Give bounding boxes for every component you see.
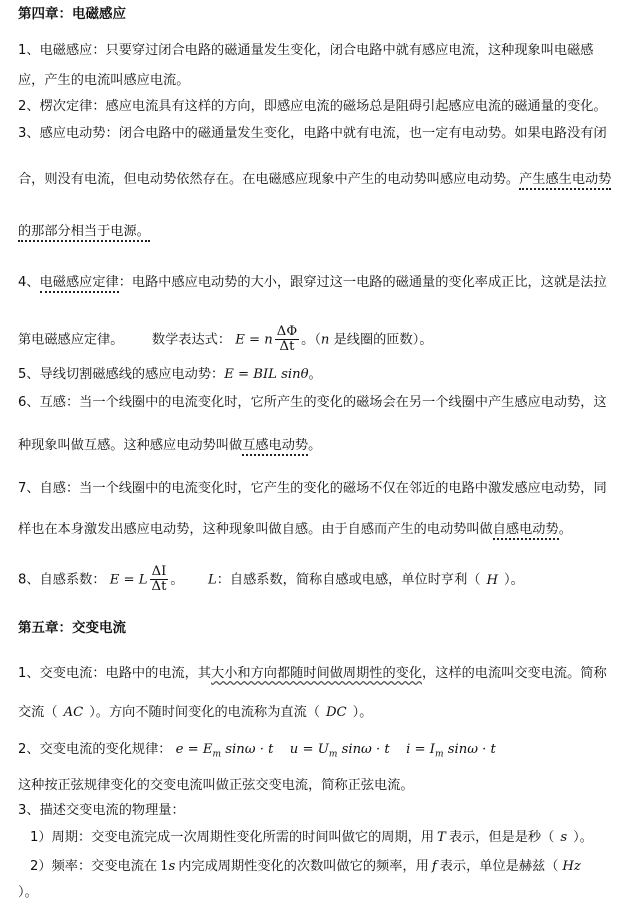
ch5-e-sub: m [212,749,222,760]
ch4-item-8 [18,565,630,596]
ch4-n-description: 是线圈的匝数）。 [329,332,433,348]
ch4-n-symbol: n [320,332,330,348]
ch4-item-8-desc: ：自感系数，简称自感或电感，单位时亨利（ [216,572,481,588]
ch5-frequency-unit: Hz [562,859,581,874]
ch4-item-6-line-1: 6、互感：当一个线圈中的电流变化时，它所产生的变化的磁场会在另一个线圈中产生感应电动势，这 [18,395,607,410]
ch5-period-text-c: ）。 [573,830,593,845]
ch5-item-3-2-end: ）。 [18,885,38,900]
ch5-u-formula [289,742,390,760]
ch5-item-1-text-f: ）。 [352,705,373,720]
ch4-item-6-end: 。 [308,438,322,453]
ch4-formula-fraction [275,325,299,354]
chapter-5-title: 第五章：交变电流 [18,620,126,636]
ch4-formula-after: 。（ [301,332,321,348]
ch4-item-6-term: 互感电动势 [242,438,308,456]
ch5-frequency-symbol: f [431,859,437,874]
ch5-period-text-b: 表示，但是是秒（ [448,830,555,845]
ch4-item-5-formula: E = BIL sinθ [224,367,309,382]
ch5-period-text-a: 1）周期：交变电流完成一次周期性变化所需的时间叫做它的周期，用 [30,830,435,845]
ch5-frequency-one: 1 [160,859,169,874]
ch4-item-4-prefix: 4、 [18,275,40,290]
ch4-item-3-text: 合，则没有电流，但电动势依然存在。在电磁感应现象中产生的电动势叫感应电动势。 [18,172,520,187]
ch4-item-1-line-2: 应，产生的电流叫感应电流。 [18,73,190,88]
ch4-item-8-denominator: Δt [151,579,167,594]
ch4-item-7-term: 自感电动势 [493,522,559,540]
ch5-frequency-text-b: 内完成周期性变化的次数叫做它的频率，用 [178,859,429,874]
ch4-item-5-text: 5、导线切割磁感线的感应电动势： [18,367,225,382]
ch5-item-1-text-a: 1、交变电流：电路中的电流，其 [18,666,212,681]
ch5-e-lhs: e = E [175,742,213,757]
ch4-item-4-text: ：电路中感应电动势的大小，跟穿过这一电路的磁通量的变化率成正比，这就是法拉 [118,275,607,290]
ch4-item-7-line-2 [18,520,630,540]
ch4-item-8-L-symbol: L [207,572,217,588]
ch5-frequency-s: s [168,859,176,874]
ch4-item-3-line-1: 3、感应电动势：闭合电路中的磁通量发生变化，电路中就有电流，也一定有电动势。如果电路没有闭 [18,126,607,141]
ch5-item-1-text-d: 交流（ [18,705,58,720]
ch5-i-rest: sinω · t [443,742,496,757]
ch4-item-3-line-2 [18,170,630,190]
ch5-item-1-text-e: ）。方向不随时间变化的电流称为直流（ [89,705,320,720]
ch4-item-5 [18,365,630,385]
ch4-item-4-continued: 第电磁感应定律。 [18,332,124,348]
ch4-item-7-line-1: 7、自感：当一个线圈中的电流变化时，它产生的变化的磁场不仅在邻近的电路中激发感应电动势，同 [18,481,607,496]
ch5-i-formula [406,742,496,760]
ch4-item-4-term: 电磁感应定律 [40,275,119,293]
ch5-item-1-text-c: ，这样的电流叫交变电流。简称 [422,666,607,681]
ch5-item-1-emphasis: 大小和方向都随时间做周期性的变化 [211,666,423,681]
ch4-item-4-line-1 [18,273,630,293]
ch5-dc-symbol: DC [325,705,347,720]
ch4-formula-label: 数学表达式： [151,332,232,348]
ch4-item-6-line-2 [18,436,630,456]
ch4-item-8-numerator: ΔI [151,564,167,579]
ch5-u-rest: sinω · t [337,742,390,757]
ch5-item-2 [18,740,630,765]
chapter-4-title: 第四章：电磁感应 [18,6,126,22]
ch5-item-3-1 [30,828,630,848]
ch4-item-3-emphasis-end: 的那部分相当于电源。 [18,224,150,242]
ch5-i-lhs: i = I [406,742,435,757]
ch4-item-8-lhs: E = L [109,572,148,588]
ch4-item-5-end: 。 [308,367,322,382]
ch5-frequency-text-c: 表示，单位是赫兹（ [439,859,559,874]
ch5-e-rest: sinω · t [221,742,274,757]
ch4-item-1-line-1: 1、电磁感应：只要穿过闭合电路的磁通量发生变化，闭合电路中就有感应电流，这种现象叫电磁感 [18,43,594,58]
ch4-item-7-text: 样也在本身激发出感应电动势，这种现象叫做自感。由于自感而产生的电动势叫做 [18,522,493,537]
ch5-period-unit: s [560,830,568,845]
ch5-frequency-text-a: 2）频率：交变电流在 [30,859,158,874]
ch4-item-7-end: 。 [558,522,572,537]
ch5-ac-symbol: AC [63,705,84,720]
ch4-item-8-end: ）。 [504,572,524,588]
ch5-e-formula [175,742,274,760]
ch4-formula-denominator: Δt [279,339,295,354]
ch4-item-3-emphasis-start: 产生感生电动势 [519,172,611,190]
ch5-u-lhs: u = U [289,742,329,757]
ch4-item-3-line-3 [18,222,630,242]
ch5-item-1-line-1 [18,664,630,684]
ch5-u-sub: m [328,749,338,760]
ch4-item-8-label: 8、自感系数： [18,572,106,588]
ch5-period-symbol: T [437,830,446,845]
ch4-formula-lhs: E = n [235,332,273,348]
ch4-formula-numerator: ΔΦ [276,324,298,339]
ch5-item-3-2 [30,857,630,877]
ch4-item-6-text: 种现象叫做互感。这种感应电动势叫做 [18,438,243,453]
ch5-item-1-line-2 [18,703,630,723]
ch4-item-4-line-2 [18,325,630,356]
ch4-item-8-fraction [150,565,169,594]
ch5-i-sub: m [434,749,444,760]
ch4-item-8-after: 。 [170,572,184,588]
ch5-item-2-label: 2、交变电流的变化规律： [18,742,172,757]
ch4-item-8-unit: H [486,572,498,588]
ch4-item-2: 2、楞次定律：感应电流具有这样的方向，即感应电流的磁场总是阻碍引起感应电流的磁通量的变化。 [18,99,607,114]
ch5-item-3: 3、描述交变电流的物理量： [18,803,185,818]
ch5-sine-note: 这种按正弦规律变化的交变电流叫做正弦交变电流，简称正弦电流。 [18,778,414,793]
